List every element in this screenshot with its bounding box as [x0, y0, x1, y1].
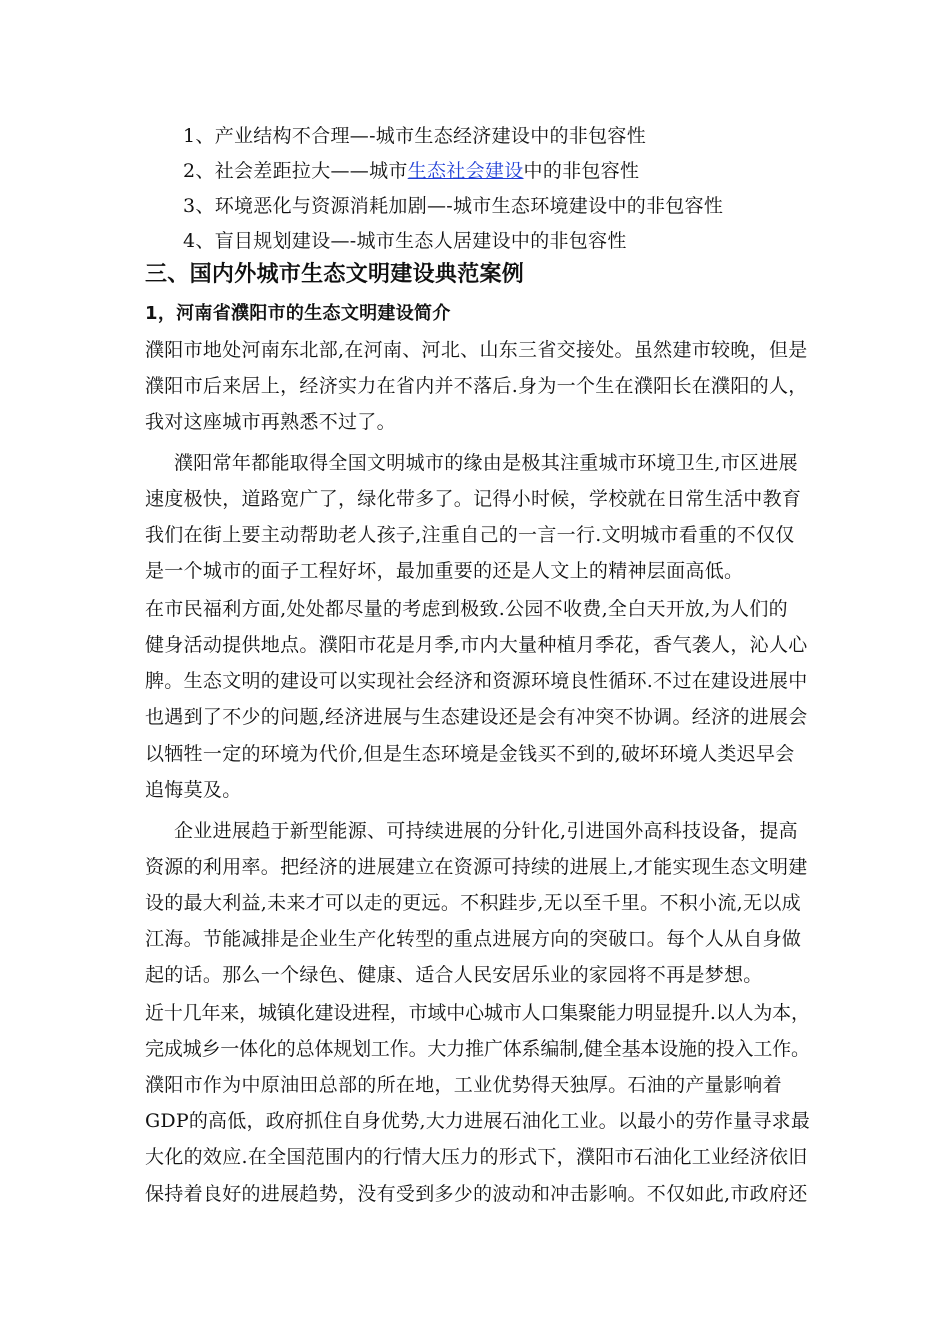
paragraph-line: 资源的利用率。把经济的进展建立在资源可持续的进展上,才能实现生态文明建	[145, 856, 808, 878]
paragraph-line: 濮阳市后来居上，经济实力在省内并不落后.身为一个生在濮阳长在濮阳的人，	[145, 375, 808, 397]
paragraph-line: 企业进展趋于新型能源、可持续进展的分针化,引进国外高科技设备，提高	[174, 820, 798, 842]
paragraph-line: 大化的效应.在全国范围内的行情大压力的形式下，濮阳市石油化工业经济依旧	[145, 1146, 808, 1168]
paragraph-line: 是一个城市的面子工程好坏，最加重要的还是人文上的精神层面高低。	[145, 560, 744, 582]
list-item-suffix: 中的非包容性	[523, 160, 640, 182]
paragraph-line: 速度极快，道路宽广了，绿化带多了。记得小时候，学校就在日常生活中教育	[145, 488, 802, 510]
paragraph-line: 近十几年来，城镇化建设进程，市域中心城市人口集聚能力明显提升.以人为本，	[145, 1002, 810, 1024]
paragraph-line: 以牺牲一定的环境为代价,但是生态环境是金钱买不到的,破坏环境人类迟早会	[145, 743, 795, 765]
list-item: 4、盲目规划建设—-城市生态人居建设中的非包容性	[183, 230, 627, 252]
paragraph-line: 濮阳市作为中原油田总部的所在地，工业优势得天独厚。石油的产量影响着	[145, 1074, 782, 1096]
list-item	[183, 158, 639, 184]
paragraph-line: 健身活动提供地点。濮阳市花是月季,市内大量种植月季花，香气袭人，沁人心	[145, 634, 808, 656]
paragraph-line: 设的最大利益,未来才可以走的更远。不积跬步,无以至千里。不积小流,无以成	[145, 892, 801, 914]
list-item-prefix: 2、社会差距拉大——城市	[183, 160, 408, 182]
paragraph-line: 起的话。那么一个绿色、健康、适合人民安居乐业的家园将不再是梦想。	[145, 964, 763, 986]
list-item: 3、环境恶化与资源消耗加剧—-城市生态环境建设中的非包容性	[183, 195, 724, 217]
list-item: 1、产业结构不合理—-城市生态经济建设中的非包容性	[183, 125, 647, 147]
paragraph-line: 脾。生态文明的建设可以实现社会经济和资源环境良性循环.不过在建设进展中	[145, 670, 808, 692]
paragraph-line: GDP的高低，政府抓住自身优势,大力进展石油化工业。以最小的劳作量寻求最	[145, 1110, 811, 1132]
paragraph-line: 也遇到了不少的问题,经济进展与生态建设还是会有冲突不协调。经济的进展会	[145, 706, 808, 728]
paragraph-line: 我对这座城市再熟悉不过了。	[145, 411, 396, 433]
paragraph-line: 江海。节能减排是企业生产化转型的重点进展方向的突破口。每个人从自身做	[145, 928, 802, 950]
paragraph-line: 濮阳常年都能取得全国文明城市的缘由是极其注重城市环境卫生,市区进展	[174, 452, 798, 474]
paragraph-line: 在市民福利方面,处处都尽量的考虑到极致.公园不收费,全白天开放,为人们的	[145, 598, 788, 620]
ecological-society-link[interactable]: 生态社会建设	[407, 160, 524, 182]
paragraph-line: 濮阳市地处河南东北部,在河南、河北、山东三省交接处。虽然建市较晚，但是	[145, 339, 808, 361]
paragraph-line: 保持着良好的进展趋势，没有受到多少的波动和冲击影响。不仅如此,市政府还	[145, 1183, 808, 1205]
subsection-heading: 1，河南省濮阳市的生态文明建设简介	[145, 303, 451, 324]
paragraph-line: 追悔莫及。	[145, 779, 242, 801]
paragraph-line: 完成城乡一体化的总体规划工作。大力推广体系编制,健全基本设施的投入工作。	[145, 1038, 810, 1060]
section-heading: 三、国内外城市生态文明建设典范案例	[145, 262, 525, 287]
paragraph-line: 我们在街上要主动帮助老人孩子,注重自己的一言一行.文明城市看重的不仅仅	[145, 524, 795, 546]
